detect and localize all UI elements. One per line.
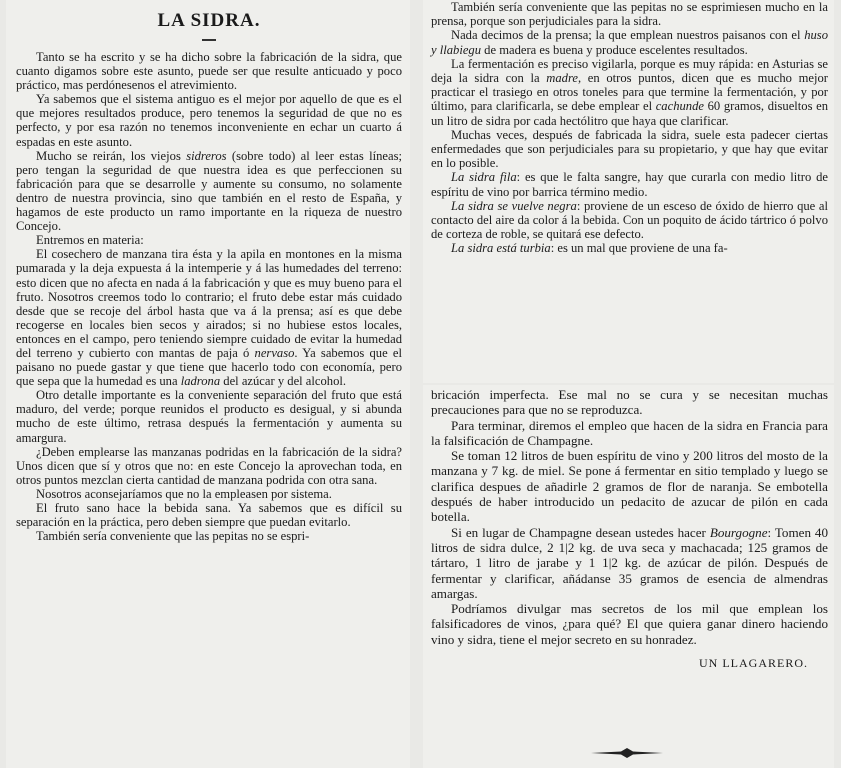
paragraph: La fermentación es preciso vigilarla, porque es muy rápida: en Asturias se deja la sidra con la madre, en otros puntos, dicen que es mucho mejor practicar el trasiego en otros toneles para que termine la fermentación, y por último, para clarificarla, se debe emplear el cachunde 60 gramos, disueltos en un litro de sidra por cada hectólitro que haya que clarificar.: [431, 56, 829, 128]
paragraph: Nosotros aconsejaríamos que no la empleasen por sistema.: [36, 486, 332, 501]
title-rule: [202, 39, 216, 41]
paragraph: Si en lugar de Champagne desean ustedes hacer Bourgogne: Tomen 40 litros de sidra dulce, 2 1|2 kg. de uva seca y machacada; 125 gramos de tártaro, 1 litro de jarabe y 1 1|2 kg. de azúcar de pilón. Después de fermentar y clarificar, añádanse 35 gramos de esencia de almendras amargas.: [431, 524, 829, 601]
paragraph: La sidra está turbia: es un mal que proviene de una fa-: [451, 241, 728, 256]
paragraph: Tanto se ha escrito y se ha dicho sobre la fabricación de la sidra, que cuanto digamos sobre este asunto, puede ser que resulte anticuado y poco práctico, mas perdónesenos el atrevimiento.: [16, 50, 402, 93]
paragraph: También sería conveniente que las pepitas no se esprimiesen mucho en la prensa, porque son perjudiciales para la sidra.: [431, 0, 828, 29]
paragraph: El fruto sano hace la bebida sana. Ya sabemos que es difícil su separación en la práctica, pero deben siempre que puedan evitarlo.: [16, 501, 402, 530]
paragraph: Otro detalle importante es la conveniente separación del fruto que está maduro, del verde; porque reunidos el producto es desigual, y si abunda mucho de este último, retrasa después la fermentación y aumenta su amargura.: [16, 388, 402, 445]
column-right-top: [423, 0, 834, 383]
paragraph: bricación imperfecta. Ese mal no se cura y se necesitan muchas precauciones para que no se reproduzca.: [431, 387, 828, 418]
paragraph: Muchas veces, después de fabricada la sidra, suele esta padecer ciertas enfermedades que son perjudiciales para su propietario, y que hay que evitar en lo posible.: [431, 127, 828, 171]
paragraph: ¿Deben emplearse las manzanas podridas en la fabricación de la sidra? Unos dicen que sí y otros que no: en este Concejo la aprovechan toda, en otros puntos mezclan cierta cantidad de manzana podrida con otra sana.: [16, 444, 402, 487]
article-title: LA SIDRA.: [157, 10, 261, 31]
right-bottom-text: [431, 387, 828, 647]
column-left: [6, 0, 410, 768]
ornament-icon: [591, 748, 663, 758]
paragraph: El cosechero de manzana tira ésta y la apila en montones en la misma pumarada y la deja expuesta á la intemperie y á las humedades del terreno: esto dicen que no afecta en nada á la fabricación y que es muy bueno para el fruto. Nosotros creemos todo lo contrario; el fruto debe estar más cuidado desde que se recoje del árbol hasta que va á la prensa; así es que debe recogerse en locales bien secos y airados; si no hubiese estos locales, entonces en el campo, pero teniendo siempre cuidado de evitar la humedad del terreno y cubierto con mantas de paja ó nervaso. Ya sabemos que el paisano no puede gastar y que tiene que hacerlo todo con economía, pero que sepa que la humedad es una ladrona del azúcar y del alcohol.: [16, 247, 402, 389]
paragraph: Mucho se reirán, los viejos sidreros (sobre todo) al leer estas líneas; pero tengan la seguridad de que nuestra idea es que perfeccionen su fabricación para que se desarrolle y aumente su consumo, no solamente dentro de nuestra provincia, sino que también en el resto de España, y hagamos de este producto un ramo importante en la riqueza de nuestro Concejo.: [16, 148, 403, 234]
paragraph: La sidra se vuelve negra: proviene de un esceso de óxido de hierro que al contacto del aire da color á la bebida. Con un poquito de ácido tártrico ó polvo de corteza de roble, se quitará ese defecto.: [431, 198, 828, 242]
paragraph: Entremos en materia:: [36, 233, 144, 248]
paragraph: Se toman 12 litros de buen espíritu de vino y 200 litros del mosto de la manzana y 7 kg. de miel. Se pone á fermentar en sitio templado y luego se clarifica despues de añadirle 2 gramos de flor de naranja. Se embotella después de haber introducido un pedacito de azucar de pilón en cada botella.: [431, 448, 828, 525]
paragraph: Nada decimos de la prensa; la que emplean nuestros paisanos con el huso y llabiegu de madera es buena y produce escelentes resultados.: [431, 28, 828, 57]
paragraph: Podríamos divulgar mas secretos de los mil que emplean los falsificadores de vinos, ¿para qué? El que quiera ganar dinero haciendo vino y sidra, tiene el mejor secreto en su honradez.: [431, 601, 828, 647]
column-right-bottom: [423, 385, 834, 768]
paragraph: También sería conveniente que las pepitas no se espri-: [36, 529, 310, 544]
paragraph: Para terminar, diremos el empleo que hacen de la sidra en Francia para la falsificación de Champagne.: [431, 417, 828, 448]
left-text: [16, 50, 402, 543]
right-top-text: [431, 0, 828, 256]
paragraph: La sidra fila: es que le falta sangre, hay que curarla con medio litro de espíritu de vino por barrica término medio.: [431, 170, 828, 199]
signature: UN LLAGARERO.: [699, 656, 808, 671]
paragraph: Ya sabemos que el sistema antiguo es el mejor por aquello de que es el que mejores resultados produce, pero tenemos la seguridad de que no es perfecto, y por esa razón no tenemos inconveniente en echar un cuarto á espadas en este asunto.: [16, 92, 402, 149]
